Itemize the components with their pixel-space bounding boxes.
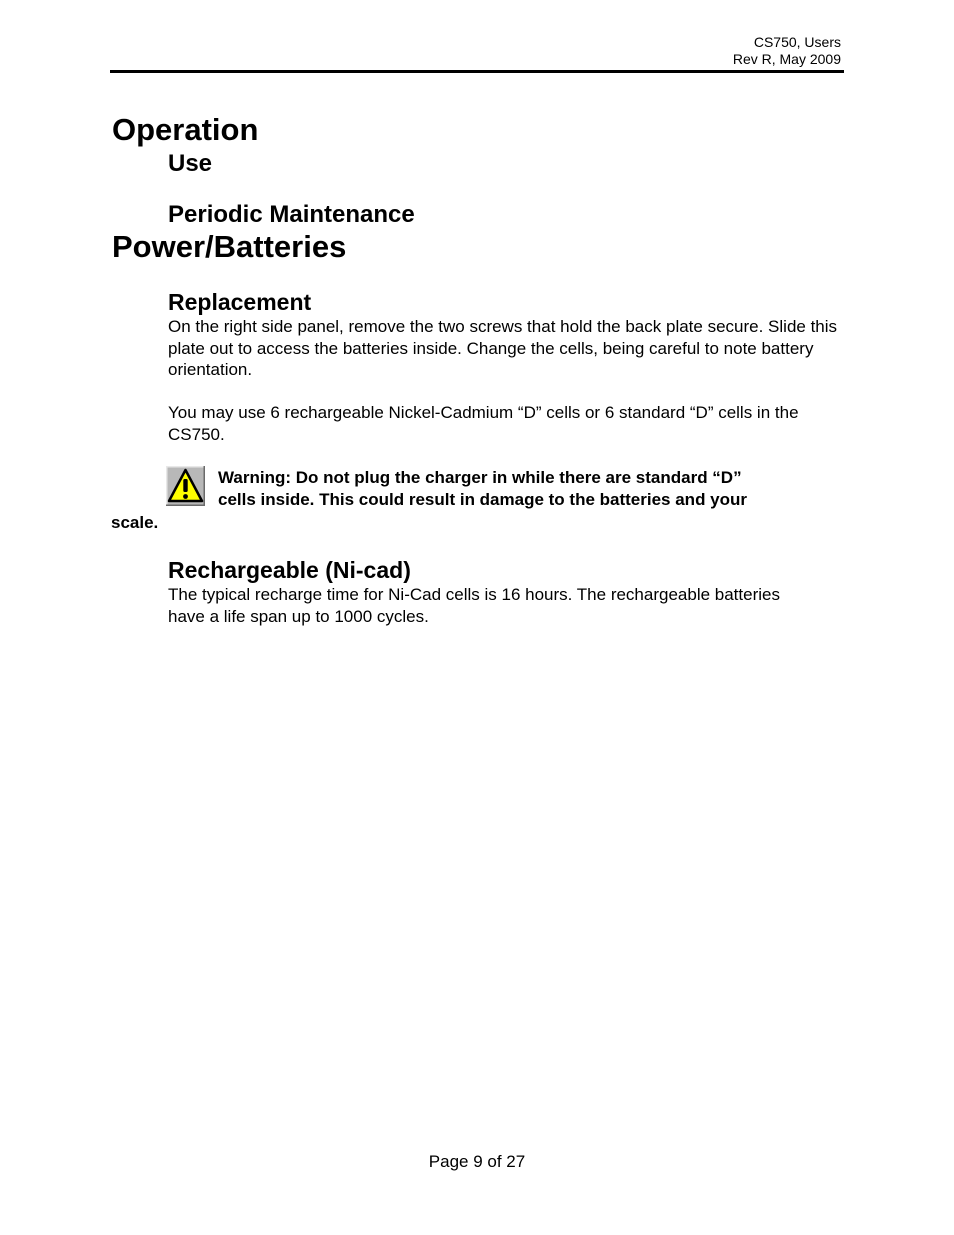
- warning-text-line-3: scale.: [111, 513, 159, 532]
- replacement-paragraph-1: On the right side panel, remove the two screws that hold the back plate secure. Slide this plate out to access the batteries inside. Change the cells, being careful to note battery orientation.: [168, 317, 838, 379]
- rechargeable-paragraph: The typical recharge time for Ni-Cad cells is 16 hours. The rechargeable batteries have a life span up to 1000 cycles.: [168, 585, 780, 626]
- subheading-rechargeable: Rechargeable (Ni-cad): [168, 557, 411, 583]
- warning-text-line-2: cells inside. This could result in damage to the batteries and your: [218, 490, 748, 509]
- replacement-paragraph-2: You may use 6 rechargeable Nickel-Cadmium “D” cells or 6 standard “D” cells in the CS750.: [168, 403, 799, 444]
- header-rule: [110, 70, 844, 73]
- heading-power-batteries: Power/Batteries: [112, 229, 347, 264]
- header-doc-title: CS750, Users: [753, 34, 841, 50]
- subheading-periodic-maintenance: Periodic Maintenance: [168, 201, 415, 228]
- subheading-use: Use: [168, 150, 213, 177]
- page-number: Page 9 of 27: [428, 1152, 526, 1171]
- warning-text-line-1: Warning: Do not plug the charger in while there are standard “D”: [218, 468, 742, 487]
- heading-operation: Operation: [112, 112, 259, 147]
- subheading-replacement: Replacement: [168, 289, 312, 315]
- header-revision: Rev R, May 2009: [732, 51, 841, 67]
- warning-triangle-icon: [166, 466, 205, 506]
